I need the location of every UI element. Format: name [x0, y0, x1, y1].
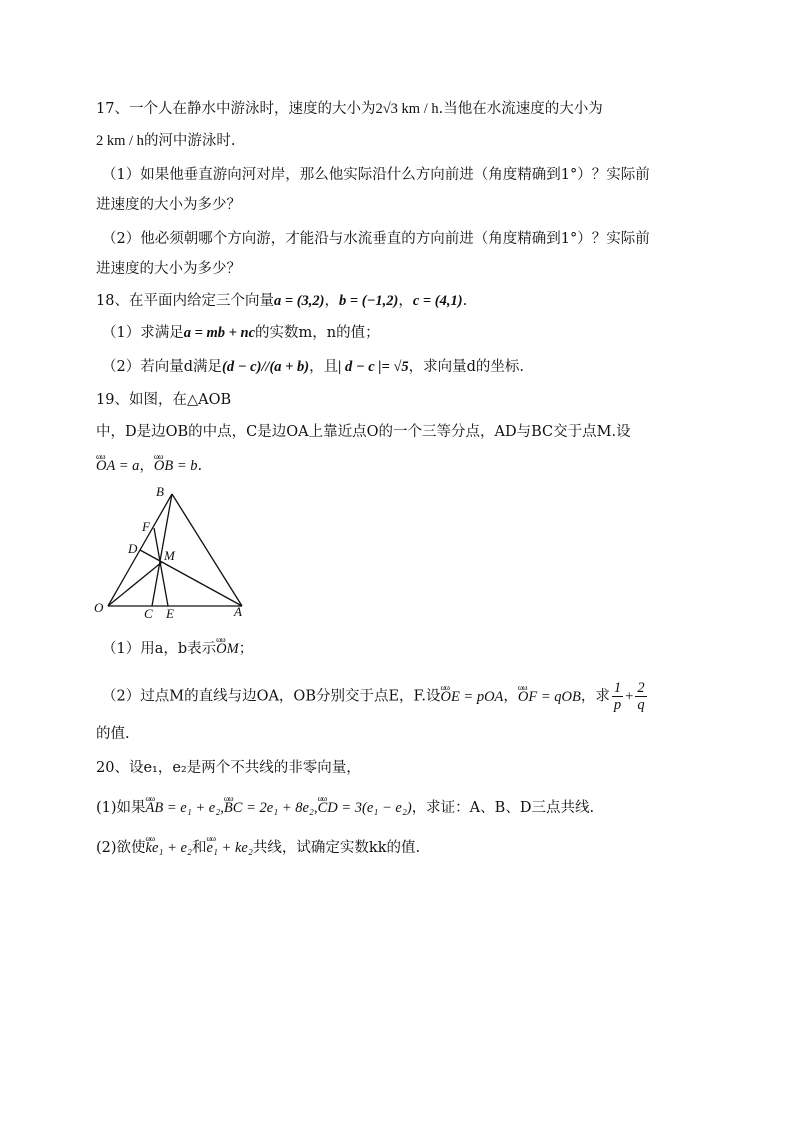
q19-p2-pre: （2）过点M的直线与边OA，OB分别交于点E，F.设 [102, 688, 441, 705]
q17-text1: 17、一个人在静水中游泳时，速度的大小为 [96, 101, 376, 117]
label-e: E [166, 606, 174, 618]
q18-p1-post: 的实数m，n的值； [255, 325, 380, 341]
plus-sign: + [625, 688, 634, 705]
edge-ba [172, 494, 242, 606]
q19-sep: ， [139, 458, 154, 474]
q20-part1: (1)如果ωω AB = e₁ + e₂,ωω BC = 2e₁ + 8e₂,ωω CD = 3(e₁ − e₂)，求证：A、B、D三点共线. [96, 798, 594, 818]
q18-stem-text: 18、在平面内给定三个向量 [96, 293, 274, 309]
frac2-den: q [637, 697, 645, 713]
q20-p2-pre: (2)欲使 [96, 840, 146, 856]
q18-period: . [462, 293, 468, 309]
q19-oa-def: ωω OA = a [96, 456, 139, 476]
q20-p2-post: 共线，试确定实数kk的值. [252, 840, 421, 856]
q19-ob-def: ωω OB = b [154, 456, 198, 476]
q20-p1-post: ，求证：A、B、D三点共线. [411, 800, 595, 816]
label-c: C [144, 606, 153, 618]
q19-end: . [197, 458, 203, 474]
fraction-1-over-p [612, 680, 623, 713]
frac1-num: 1 [613, 680, 622, 696]
q19-part2-end: 的值. [96, 726, 130, 742]
q17-current-speed: 2 km / h [96, 133, 144, 149]
label-a: A [234, 604, 242, 618]
q18-p2-pre: （2）若向量d满足 [102, 359, 223, 375]
q20-v2: ωω e₁ + ke₂ [206, 838, 252, 858]
q19-vectors [96, 456, 202, 476]
q17-part2-line1: （2）他必须朝哪个方向游，才能沿与水流垂直的方向前进（角度精确到1°）？实际前 [102, 231, 650, 247]
q19-p1-post: ； [238, 641, 254, 657]
q18-vector-a: a = (3,2) [273, 293, 325, 309]
q18-stem [96, 291, 467, 311]
label-d: D [128, 541, 138, 556]
q19-p2-ask: ，求 [580, 688, 610, 705]
q20-v1: ωω ke₁ + e₂ [146, 838, 192, 858]
q20-part2 [96, 838, 420, 858]
q20-cd: ωω CD = 3(e₁ − e₂) [318, 798, 412, 818]
q17-line2 [96, 131, 236, 151]
q20-ab: ωω AB = e₁ + e₂ [146, 798, 221, 818]
segment-ad [140, 550, 242, 606]
q17-speed: 2√3 km / h [375, 101, 439, 117]
q20-bc: ωω BC = 2e₁ + 8e₂ [224, 798, 314, 818]
q18-comma1: ， [324, 293, 339, 309]
frac2-num: 2 [637, 680, 645, 696]
label-o: O [94, 600, 104, 615]
frac1-den: p [613, 697, 622, 713]
q17-part1-line1: （1）如果他垂直游向河对岸，那么他实际沿什么方向前进（角度精确到1°）？实际前 [102, 167, 650, 183]
label-m: M [164, 548, 175, 563]
q18-vector-b: b = (−1,2) [339, 293, 399, 309]
q20-p1-pre: (1)如果 [96, 800, 146, 816]
q20-and: 和 [191, 840, 207, 856]
q18-p2-post: ，求向量d的坐标. [408, 359, 524, 375]
q19-p1-pre: （1）用a，b表示 [102, 641, 217, 657]
q18-part1 [102, 323, 380, 343]
q17-text1-end: .当他在水流速度的大小为 [438, 101, 603, 117]
q18-comma2: ， [398, 293, 413, 309]
q19-stem2: 中，D是边OB的中点，C是边OA上靠近点O的一个三等分点，AD与BC交于点M.设 [96, 424, 631, 440]
label-f: F [142, 519, 150, 534]
q19-stem1: 19、如图，在△AOB [96, 392, 232, 408]
fraction-2-over-q [635, 680, 646, 713]
label-b: B [156, 486, 164, 499]
q17-line1 [96, 99, 603, 119]
q19-p2-of: ωω OF = qOB [518, 687, 581, 707]
q19-part2 [102, 680, 649, 713]
q19-p2-oe: ωω OE = pOA [440, 687, 503, 707]
q18-p1-pre: （1）求满足 [102, 325, 184, 341]
q18-p2-parallel: (d − c)//(a + b) [222, 359, 310, 375]
q17-part2-line2: 进速度的大小为多少？ [96, 261, 241, 277]
segment-om [108, 562, 162, 606]
q18-p1-equation: a = mb + nc [183, 325, 256, 341]
q18-part2 [102, 357, 524, 377]
q18-p2-abs: | d − c |= √5 [338, 359, 409, 375]
q20-stem: 20、设e₁，e₂是两个不共线的非零向量， [96, 760, 361, 776]
triangle-figure [92, 486, 252, 618]
q19-p1-vector-om: ωω OM [216, 639, 239, 659]
q18-p2-mid: ，且 [309, 359, 339, 375]
q19-part1 [102, 639, 253, 659]
q19-p2-sep: ， [503, 688, 518, 705]
q17-part1-line2: 进速度的大小为多少？ [96, 197, 241, 213]
q17-text2-end: 的河中游泳时. [143, 133, 236, 149]
q18-vector-c: c = (4,1) [412, 293, 463, 309]
